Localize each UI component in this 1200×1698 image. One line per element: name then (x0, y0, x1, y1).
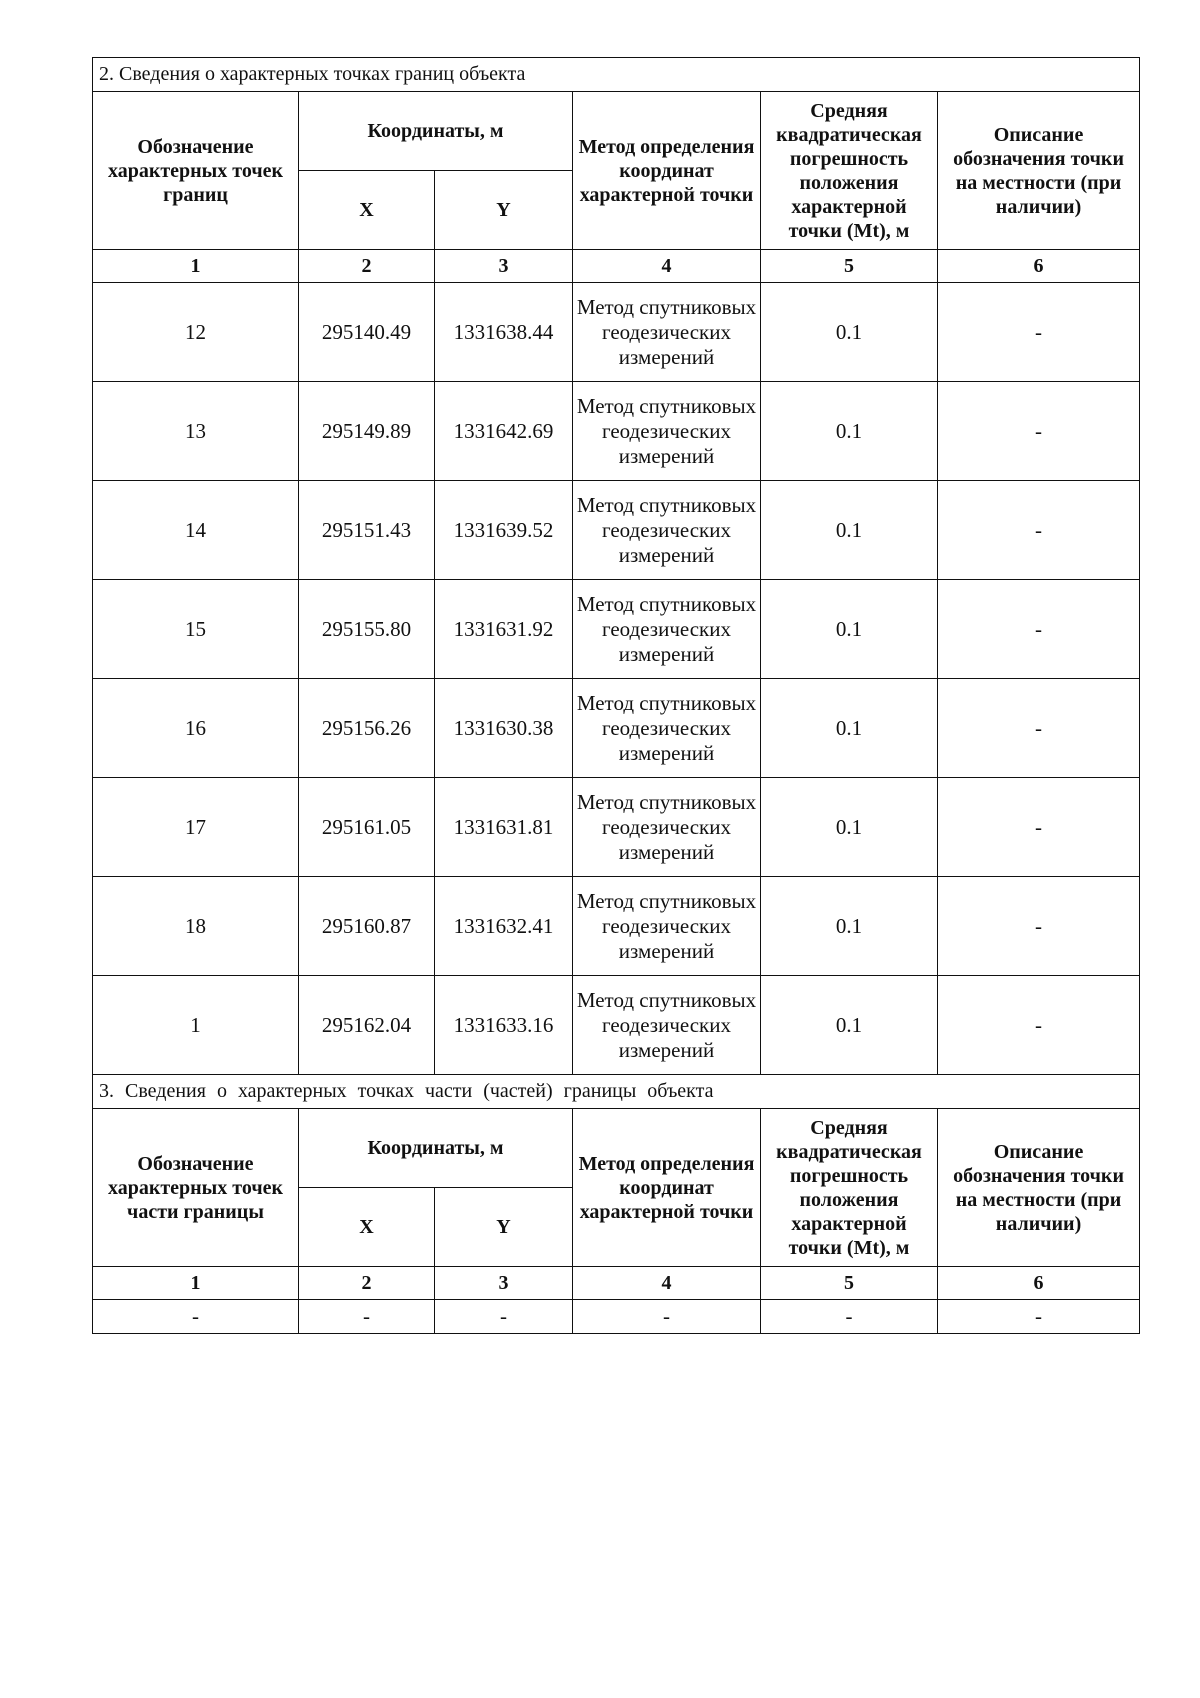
header-description: Описание обозначения точки на местности (при наличии) (938, 1109, 1140, 1267)
table-row (93, 679, 1140, 778)
table-row (93, 976, 1140, 1075)
point-id: 14 (93, 481, 299, 580)
header-method: Метод определения координат характерной точки (573, 92, 761, 250)
column-number: 4 (573, 250, 761, 283)
coord-x: 295149.89 (299, 382, 435, 481)
coord-y: 1331639.52 (435, 481, 573, 580)
header-method: Метод определения координат характерной точки (573, 1109, 761, 1267)
column-number: 3 (435, 250, 573, 283)
column-number: 2 (299, 250, 435, 283)
mean-error: 0.1 (761, 976, 938, 1075)
coord-y: 1331631.92 (435, 580, 573, 679)
column-number: 1 (93, 1267, 299, 1300)
table-row (93, 778, 1140, 877)
header-description: Описание обозначения точки на местности (при наличии) (938, 92, 1140, 250)
column-number: 5 (761, 1267, 938, 1300)
header-x: X (299, 1188, 435, 1267)
method: Метод спутниковых геодезических измерений (573, 481, 761, 580)
coord-x: 295140.49 (299, 283, 435, 382)
boundary-points-table (92, 57, 1140, 1334)
mean-error: 0.1 (761, 778, 938, 877)
coord-y: - (435, 1300, 573, 1334)
header-y: Y (435, 1188, 573, 1267)
coord-y: 1331633.16 (435, 976, 573, 1075)
mean-error: 0.1 (761, 283, 938, 382)
mean-error: 0.1 (761, 679, 938, 778)
column-number: 1 (93, 250, 299, 283)
method: Метод спутниковых геодезических измерений (573, 778, 761, 877)
header-error: Средняя квадратическая погрешность положения характерной точки (Mt), м (761, 92, 938, 250)
method: Метод спутниковых геодезических измерений (573, 580, 761, 679)
coord-x: - (299, 1300, 435, 1334)
coord-x: 295155.80 (299, 580, 435, 679)
point-description: - (938, 283, 1140, 382)
point-id: 1 (93, 976, 299, 1075)
header-y: Y (435, 171, 573, 250)
point-description: - (938, 580, 1140, 679)
column-number: 2 (299, 1267, 435, 1300)
point-description: - (938, 481, 1140, 580)
column-numbers-row (93, 250, 1140, 283)
section2-title: 2. Сведения о характерных точках границ объекта (93, 58, 1140, 92)
column-number: 6 (938, 1267, 1140, 1300)
point-description: - (938, 679, 1140, 778)
header-x: X (299, 171, 435, 250)
point-description: - (938, 877, 1140, 976)
method: Метод спутниковых геодезических измерений (573, 382, 761, 481)
boundary-points-document (92, 57, 1139, 1334)
method: Метод спутниковых геодезических измерений (573, 976, 761, 1075)
method: Метод спутниковых геодезических измерений (573, 877, 761, 976)
point-id: - (93, 1300, 299, 1334)
header-error: Средняя квадратическая погрешность положения характерной точки (Mt), м (761, 1109, 938, 1267)
mean-error: 0.1 (761, 481, 938, 580)
method: Метод спутниковых геодезических измерений (573, 679, 761, 778)
column-number: 4 (573, 1267, 761, 1300)
coord-x: 295156.26 (299, 679, 435, 778)
method: - (573, 1300, 761, 1334)
header-coordinates: Координаты, м (299, 92, 573, 171)
point-id: 16 (93, 679, 299, 778)
column-number: 6 (938, 250, 1140, 283)
coord-x: 295162.04 (299, 976, 435, 1075)
point-id: 13 (93, 382, 299, 481)
point-description: - (938, 382, 1140, 481)
point-id: 15 (93, 580, 299, 679)
column-numbers-row (93, 1267, 1140, 1300)
coord-y: 1331642.69 (435, 382, 573, 481)
coord-x: 295160.87 (299, 877, 435, 976)
point-id: 17 (93, 778, 299, 877)
section3-title: 3. Сведения о характерных точках части (частей) границы объекта (93, 1075, 1140, 1109)
point-id: 12 (93, 283, 299, 382)
mean-error: - (761, 1300, 938, 1334)
table-row (93, 283, 1140, 382)
point-description: - (938, 1300, 1140, 1334)
table-row (93, 877, 1140, 976)
table-row (93, 382, 1140, 481)
table-row (93, 580, 1140, 679)
coord-y: 1331632.41 (435, 877, 573, 976)
mean-error: 0.1 (761, 382, 938, 481)
table-row (93, 1300, 1140, 1334)
header-designation: Обозначение характерных точек части границы (93, 1109, 299, 1267)
header-coordinates: Координаты, м (299, 1109, 573, 1188)
column-number: 5 (761, 250, 938, 283)
header-designation: Обозначение характерных точек границ (93, 92, 299, 250)
mean-error: 0.1 (761, 877, 938, 976)
column-number: 3 (435, 1267, 573, 1300)
point-id: 18 (93, 877, 299, 976)
coord-y: 1331630.38 (435, 679, 573, 778)
method: Метод спутниковых геодезических измерений (573, 283, 761, 382)
table-row (93, 481, 1140, 580)
coord-x: 295151.43 (299, 481, 435, 580)
mean-error: 0.1 (761, 580, 938, 679)
point-description: - (938, 976, 1140, 1075)
coord-y: 1331638.44 (435, 283, 573, 382)
coord-y: 1331631.81 (435, 778, 573, 877)
coord-x: 295161.05 (299, 778, 435, 877)
point-description: - (938, 778, 1140, 877)
